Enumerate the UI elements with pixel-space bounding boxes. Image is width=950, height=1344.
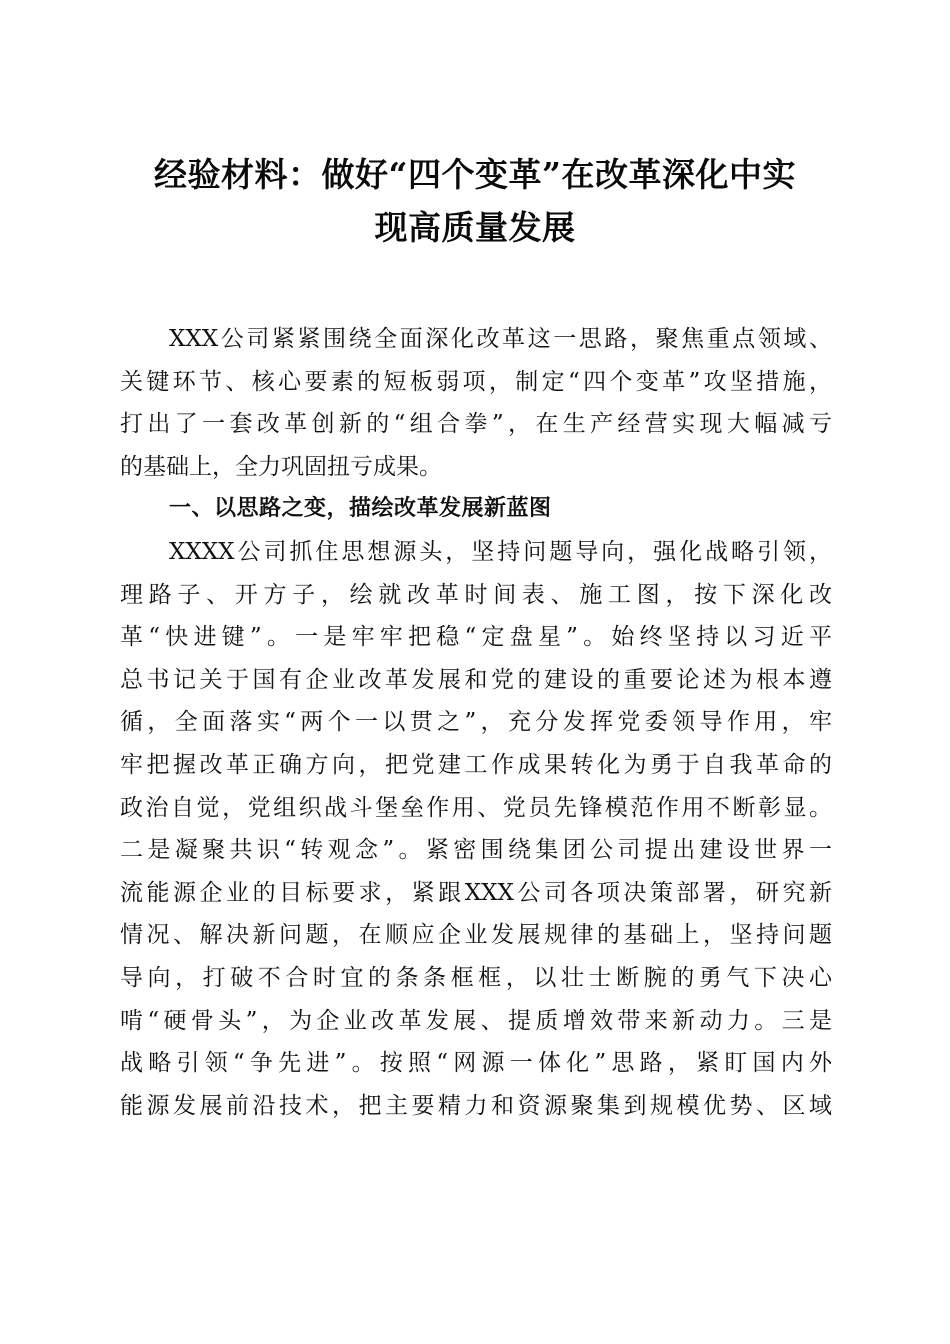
paragraph-line: 革“快进键”。一是牢牢把稳“定盘星”。始终坚持以习近平 <box>120 624 832 651</box>
title-line: 现高质量发展 <box>374 208 576 247</box>
paragraph-line: 总书记关于国有企业改革发展和党的建设的重要论述为根本遵 <box>120 666 832 693</box>
paragraph-line: 循，全面落实“两个一以贯之”，充分发挥党委领导作用，牢 <box>120 709 832 736</box>
paragraph-line: 的基础上，全力巩固扭亏成果。 <box>120 453 442 480</box>
paragraph-line: 流能源企业的目标要求，紧跟XXX公司各项决策部署，研究新 <box>120 879 832 906</box>
paragraph-line: XXXX公司抓住思想源头，坚持问题导向，强化战略引领， <box>169 538 832 565</box>
paragraph-line: 战略引领“争先进”。按照“网源一体化”思路，紧盯国内外 <box>120 1050 832 1077</box>
section-heading: 一、以思路之变，描绘改革发展新蓝图 <box>169 496 552 522</box>
paragraph-line: 关键环节、核心要素的短板弱项，制定“四个变革”攻坚措施， <box>120 368 832 395</box>
paragraph-line: 二是凝聚共识“转观念”。紧密围绕集团公司提出建设世界一 <box>120 837 832 864</box>
document-title <box>100 148 850 254</box>
paragraph-line: 政治自觉，党组织战斗堡垒作用、党员先锋模范作用不断彰显。 <box>120 794 832 821</box>
paragraph-line: 啃“硬骨头”，为企业改革发展、提质增效带来新动力。三是 <box>120 1007 832 1034</box>
title-line: 经验材料：做好“四个变革”在改革深化中实 <box>154 155 796 194</box>
paragraph-line: 牢把握改革正确方向，把党建工作成果转化为勇于自我革命的 <box>120 751 832 778</box>
paragraph-line: XXX公司紧紧围绕全面深化改革这一思路，聚焦重点领域、 <box>169 326 832 352</box>
paragraph-line: 情况、解决新问题，在顺应企业发展规律的基础上，坚持问题 <box>120 922 832 949</box>
intro-paragraph <box>120 318 832 488</box>
document-body <box>120 318 832 1127</box>
paragraph-line: 打出了一套改革创新的“组合拳”，在生产经营实现大幅减亏 <box>120 411 832 438</box>
paragraph-line: 导向，打破不合时宜的条条框框，以壮士断腕的勇气下决心 <box>120 964 832 991</box>
paragraph-line: 理路子、开方子，绘就改革时间表、施工图，按下深化改 <box>120 581 832 608</box>
section-paragraph <box>120 531 832 1127</box>
paragraph-line: 能源发展前沿技术，把主要精力和资源聚集到规模优势、区域 <box>120 1092 832 1119</box>
